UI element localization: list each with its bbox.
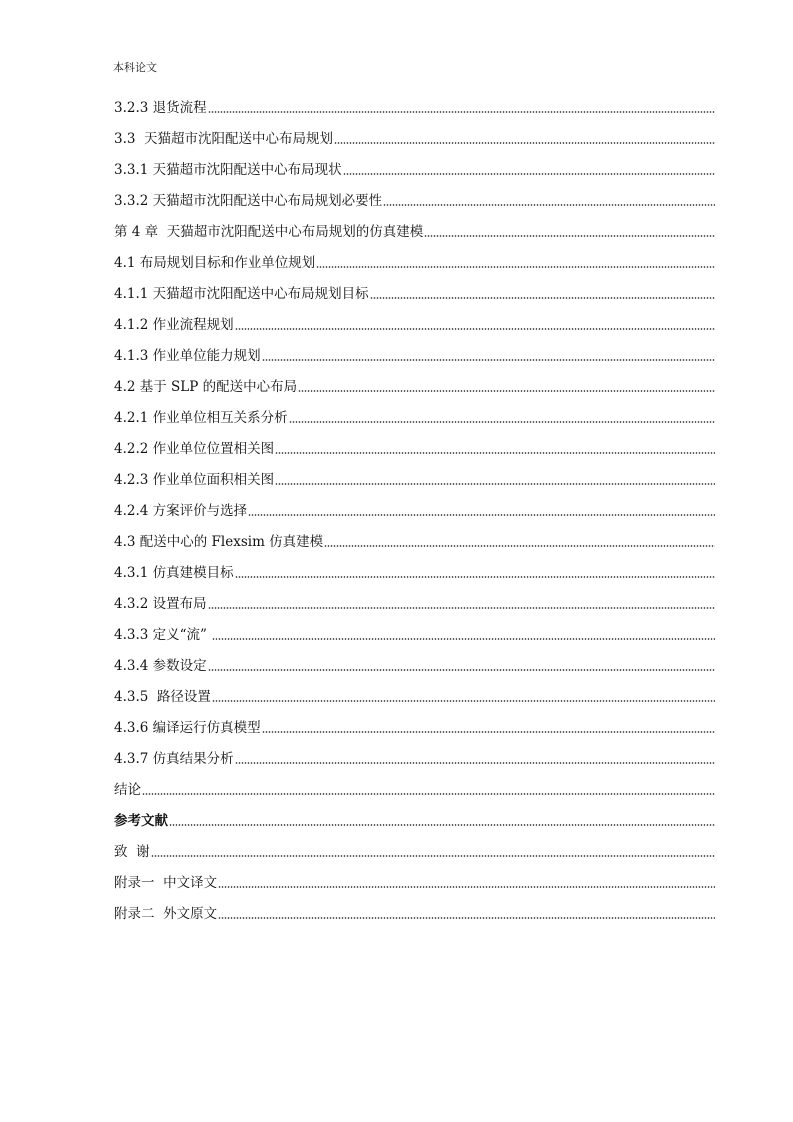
toc-dot-leader xyxy=(370,296,715,300)
toc-entry[interactable] xyxy=(114,838,715,869)
toc-entry-title: 3.3 天猫超市沈阳配送中心布局规划 xyxy=(114,131,334,147)
page-header: 本科论文 xyxy=(113,61,157,74)
toc-dot-leader xyxy=(235,761,715,765)
toc-entry[interactable] xyxy=(114,683,715,714)
toc-entry-title: 4.3 配送中心的 Flexsim 仿真建模 xyxy=(114,534,324,550)
toc-entry[interactable] xyxy=(114,497,715,528)
toc-entry-title: 3.3.1 天猫超市沈阳配送中心布局现状 xyxy=(114,162,342,178)
toc-entry[interactable] xyxy=(114,218,715,249)
toc-entry[interactable] xyxy=(114,590,715,621)
toc-entry-title: 4.2.2 作业单位位置相关图 xyxy=(114,441,275,457)
toc-entry-title: 4.2.1 作业单位相互关系分析 xyxy=(114,410,288,426)
toc-entry[interactable] xyxy=(114,342,715,373)
toc-entry-title: 结论 xyxy=(114,782,141,798)
toc-entry-title: 4.1.1 天猫超市沈阳配送中心布局规划目标 xyxy=(114,286,369,302)
toc-entry[interactable] xyxy=(114,714,715,745)
table-of-contents xyxy=(114,94,715,931)
toc-entry-title: 4.2.4 方案评价与选择 xyxy=(114,503,248,519)
toc-entry[interactable] xyxy=(114,869,715,900)
toc-entry[interactable] xyxy=(114,94,715,125)
toc-entry[interactable] xyxy=(114,528,715,559)
toc-entry-title: 4.3.6 编译运行仿真模型 xyxy=(114,720,261,736)
toc-dot-leader xyxy=(212,699,715,703)
toc-entry[interactable] xyxy=(114,404,715,435)
toc-dot-leader xyxy=(275,482,715,486)
toc-dot-leader xyxy=(262,358,715,362)
toc-entry-title: 致 谢 xyxy=(114,844,150,860)
toc-dot-leader xyxy=(324,544,715,548)
toc-dot-leader xyxy=(316,265,715,269)
toc-entry-title: 附录二 外文原文 xyxy=(114,906,218,922)
toc-entry-title: 4.3.7 仿真结果分析 xyxy=(114,751,234,767)
toc-entry-title: 4.1 布局规划目标和作业单位规划 xyxy=(114,255,316,271)
toc-dot-leader xyxy=(208,606,715,610)
toc-entry-title: 4.2 基于 SLP 的配送中心布局 xyxy=(114,379,298,395)
toc-entry-title: 第 4 章 天猫超市沈阳配送中心布局规划的仿真建模 xyxy=(114,224,424,240)
toc-dot-leader xyxy=(208,110,715,114)
toc-dot-leader xyxy=(235,575,715,579)
toc-dot-leader xyxy=(212,637,715,641)
toc-entry[interactable] xyxy=(114,621,715,652)
toc-entry[interactable] xyxy=(114,776,715,807)
toc-dot-leader xyxy=(235,327,715,331)
toc-dot-leader xyxy=(218,916,715,920)
toc-entry[interactable] xyxy=(114,187,715,218)
toc-dot-leader xyxy=(142,792,715,796)
toc-entry[interactable] xyxy=(114,900,715,931)
toc-entry[interactable] xyxy=(114,652,715,683)
toc-dot-leader xyxy=(334,141,715,145)
toc-entry-title: 附录一 中文译文 xyxy=(114,875,218,891)
toc-entry[interactable] xyxy=(114,280,715,311)
toc-dot-leader xyxy=(343,172,715,176)
toc-dot-leader xyxy=(169,823,715,827)
toc-dot-leader xyxy=(275,451,715,455)
toc-entry-title: 参考文献 xyxy=(114,813,168,829)
toc-entry-title: 3.3.2 天猫超市沈阳配送中心布局规划必要性 xyxy=(114,193,383,209)
toc-entry[interactable] xyxy=(114,373,715,404)
toc-entry-title: 4.3.3 定义“流” xyxy=(114,627,212,643)
toc-dot-leader xyxy=(151,854,715,858)
toc-entry[interactable] xyxy=(114,559,715,590)
toc-entry[interactable] xyxy=(114,745,715,776)
toc-dot-leader xyxy=(218,885,715,889)
toc-entry-title: 4.3.2 设置布局 xyxy=(114,596,207,612)
toc-entry-title: 4.3.1 仿真建模目标 xyxy=(114,565,234,581)
toc-dot-leader xyxy=(262,730,715,734)
toc-entry-title: 4.3.4 参数设定 xyxy=(114,658,207,674)
toc-entry[interactable] xyxy=(114,807,715,838)
toc-entry-title: 3.2.3 退货流程 xyxy=(114,100,207,116)
toc-dot-leader xyxy=(289,420,715,424)
toc-entry-title: 4.1.3 作业单位能力规划 xyxy=(114,348,261,364)
toc-entry[interactable] xyxy=(114,156,715,187)
toc-dot-leader xyxy=(248,513,715,517)
toc-entry[interactable] xyxy=(114,435,715,466)
toc-entry[interactable] xyxy=(114,125,715,156)
toc-dot-leader xyxy=(298,389,715,393)
toc-entry-title: 4.1.2 作业流程规划 xyxy=(114,317,234,333)
toc-dot-leader xyxy=(424,234,715,238)
toc-dot-leader xyxy=(208,668,715,672)
toc-entry[interactable] xyxy=(114,466,715,497)
toc-entry-title: 4.2.3 作业单位面积相关图 xyxy=(114,472,275,488)
toc-dot-leader xyxy=(383,203,715,207)
toc-entry[interactable] xyxy=(114,249,715,280)
toc-entry-title: 4.3.5 路径设置 xyxy=(114,689,211,705)
toc-entry[interactable] xyxy=(114,311,715,342)
